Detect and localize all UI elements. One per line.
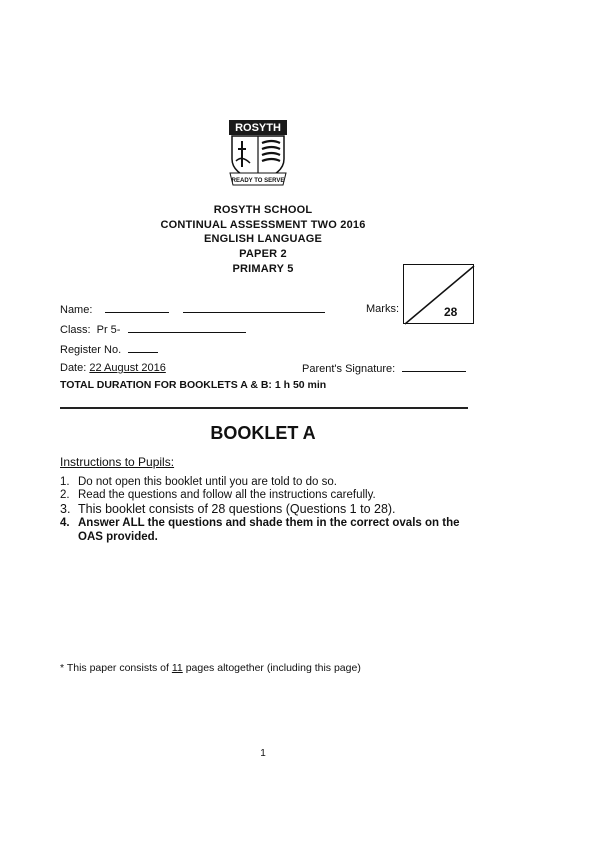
page-count: 11 bbox=[171, 662, 183, 674]
marks-label: Marks: bbox=[366, 303, 399, 315]
level-name: PRIMARY 5 bbox=[232, 263, 294, 275]
class-line bbox=[128, 323, 246, 333]
signature-line bbox=[402, 362, 466, 372]
name-field bbox=[60, 303, 325, 316]
register-field bbox=[60, 343, 158, 356]
instruction-item: 1. Do not open this booklet until you are told to do so. bbox=[60, 476, 337, 488]
subject-name: ENGLISH LANGUAGE bbox=[203, 233, 323, 245]
page-count-note: * This paper consists of 11 pages altogether (including this page) bbox=[60, 662, 361, 674]
instruction-item: 4. Answer ALL the questions and shade them in the correct ovals on the OAS provided. bbox=[60, 517, 460, 543]
register-label: Register No. bbox=[60, 344, 122, 356]
class-label: Class: bbox=[60, 324, 91, 336]
date-value: 22 August 2016 bbox=[89, 362, 166, 374]
class-value: Pr 5- bbox=[96, 324, 121, 336]
school-crest bbox=[228, 119, 288, 187]
signature-field bbox=[302, 362, 466, 375]
assessment-name: CONTINUAL ASSESSMENT TWO 2016 bbox=[160, 219, 366, 231]
duration-text: TOTAL DURATION FOR BOOKLETS A & B: 1 h 50 min bbox=[60, 379, 327, 391]
crest-motto: READY TO SERVE bbox=[231, 178, 285, 184]
name-line-2 bbox=[183, 303, 325, 313]
register-line bbox=[128, 343, 158, 353]
instruction-item: 2. Read the questions and follow all the instructions carefully. bbox=[60, 489, 376, 501]
marks-diagonal-icon bbox=[404, 265, 475, 325]
booklet-title: BOOKLET A bbox=[210, 423, 316, 443]
paper-name: PAPER 2 bbox=[239, 248, 287, 260]
class-field bbox=[60, 323, 246, 336]
name-label: Name: bbox=[60, 304, 93, 316]
signature-label: Parent's Signature: bbox=[302, 363, 396, 375]
page-number: 1 bbox=[260, 748, 266, 759]
marks-total: 28 bbox=[444, 305, 458, 319]
school-name: ROSYTH SCHOOL bbox=[213, 204, 313, 216]
name-line bbox=[105, 303, 169, 313]
instructions-list bbox=[60, 476, 480, 544]
date-label: Date: bbox=[60, 362, 87, 374]
crest-icon bbox=[228, 119, 288, 187]
divider bbox=[60, 407, 468, 409]
instructions-heading: Instructions to Pupils: bbox=[60, 455, 175, 469]
crest-banner: ROSYTH bbox=[235, 122, 281, 134]
date-field bbox=[60, 362, 166, 374]
marks-box bbox=[403, 264, 474, 324]
instruction-item: 3. This booklet consists of 28 questions (Questions 1 to 28). bbox=[60, 502, 396, 516]
